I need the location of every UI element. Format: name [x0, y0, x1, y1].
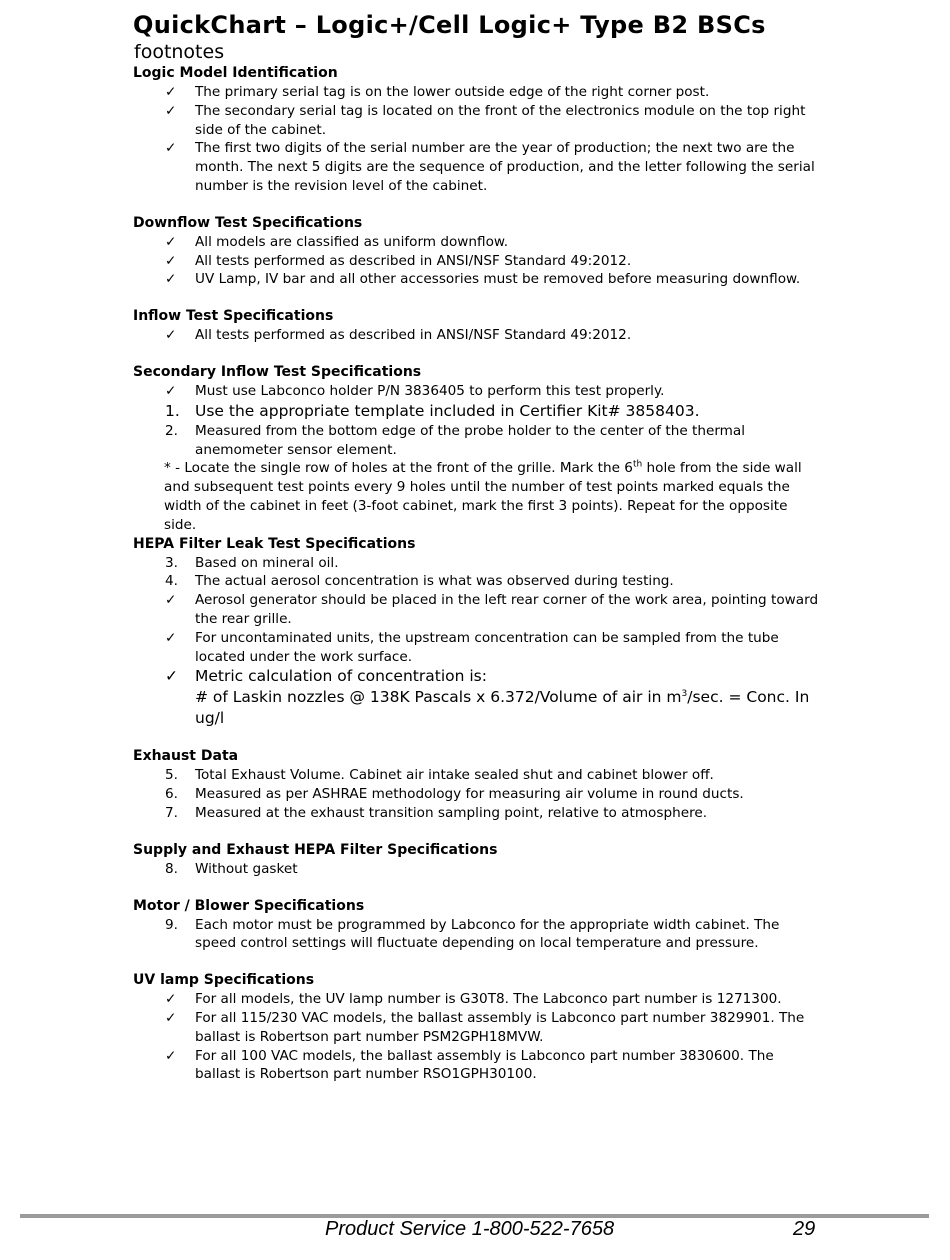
section-heading: Exhaust Data: [133, 748, 239, 765]
superscript: 3: [681, 689, 688, 700]
checkmark-icon: ✓: [165, 382, 177, 399]
list-item: [133, 401, 823, 422]
superscript: th: [632, 459, 643, 470]
list-item: [133, 990, 823, 1009]
section-heading: Logic Model Identification: [133, 65, 338, 81]
item-text: For uncontaminated units, the upstream concentration can be sampled from the tube located under the work surface.: [195, 629, 779, 665]
list-item: [133, 572, 823, 591]
section-uv-lamp: [133, 971, 823, 1084]
item-text: The actual aerosol concentration is what was observed during testing.: [195, 573, 674, 590]
item-number: 4.: [165, 573, 178, 590]
list-item: [133, 252, 823, 271]
section-heading: Inflow Test Specifications: [133, 308, 334, 325]
list-item: [133, 139, 823, 195]
section-supply-exhaust-hepa: [133, 841, 823, 879]
list-item: [133, 860, 823, 879]
section-motor-blower: [133, 897, 823, 954]
item-text: Total Exhaust Volume. Cabinet air intake sealed shut and cabinet blower off.: [195, 767, 714, 784]
item-text: All models are classified as uniform downflow.: [195, 233, 509, 250]
checkmark-icon: ✓: [165, 327, 177, 344]
item-text: Use the appropriate template included in Certifier Kit# 3858403.: [195, 401, 700, 420]
metric-formula: # of Laskin nozzles @ 138K Pascals x 6.372/Volume of air in $m^3/\sec$. = Conc. In ug/l: [195, 688, 810, 728]
item-number: 3.: [165, 554, 178, 571]
checkmark-icon: ✓: [165, 84, 177, 100]
item-text: UV Lamp, IV bar and all other accessories must be removed before measuring downflow.: [195, 271, 801, 288]
section-heading: HEPA Filter Leak Test Specifications: [133, 535, 416, 552]
item-text: All tests performed as described in ANSI/NSF Standard 49:2012.: [195, 327, 632, 344]
list-item: [133, 554, 823, 573]
item-text: All tests performed as described in ANSI/NSF Standard 49:2012.: [195, 252, 632, 269]
list-item: [133, 102, 823, 140]
section-heading: Supply and Exhaust HEPA Filter Specifications: [133, 841, 498, 858]
item-number: 2.: [165, 422, 178, 439]
section-exhaust: [133, 747, 823, 822]
item-text: Without gasket: [195, 860, 298, 877]
section-secondary-inflow: [133, 363, 823, 535]
section-logic-model: [133, 64, 823, 196]
checkmark-icon: ✓: [165, 667, 178, 686]
checkmark-icon: ✓: [165, 271, 177, 288]
metric-line-1: Metric calculation of concentration is:: [195, 667, 487, 686]
footer-service-phone: Product Service 1-800-522-7658: [325, 1218, 615, 1240]
checkmark-icon: ✓: [165, 140, 177, 157]
checkmark-icon: ✓: [165, 592, 177, 609]
list-item: [133, 83, 823, 102]
checkmark-icon: ✓: [165, 1047, 177, 1064]
item-number: 8.: [165, 860, 178, 877]
section-hepa-leak: [133, 535, 823, 730]
section-inflow: [133, 307, 823, 345]
item-text: For all 115/230 VAC models, the ballast assembly is Labconco part number 3829901. The ballast is Robertson part number PSM2GPH18MVW.: [195, 1009, 805, 1045]
list-item-metric: [133, 666, 823, 729]
checkmark-icon: ✓: [165, 991, 177, 1008]
list-item: [133, 804, 823, 823]
section-heading: Downflow Test Specifications: [133, 214, 363, 231]
item-number: 5.: [165, 767, 178, 784]
footnote-text: * - Locate the single row of holes at the front of the grille. Mark the 6th hole from the side wall and subsequent test points every 9 holes until the number of test points marked equals the width of the cabinet in feet (3-foot cabinet, mark the first 3 points). Repeat for the opposite side.: [164, 459, 802, 533]
item-text: The first two digits of the serial number are the year of production; the next two are the month. The next 5 digits are the sequence of production, and the letter following the serial number is the revision level of the cabinet.: [195, 140, 815, 194]
checkmark-icon: ✓: [165, 252, 177, 269]
item-number: 1.: [165, 401, 180, 420]
item-text: Measured at the exhaust transition sampling point, relative to atmosphere.: [195, 804, 708, 821]
checkmark-icon: ✓: [165, 629, 177, 646]
list-item: [133, 785, 823, 804]
item-text: The secondary serial tag is located on the front of the electronics module on the top right side of the cabinet.: [195, 102, 806, 138]
list-item: [133, 916, 823, 954]
list-item: [133, 422, 823, 460]
list-item: [133, 326, 823, 345]
list-item: [133, 766, 823, 785]
page-subtitle: footnotes: [134, 41, 225, 63]
checkmark-icon: ✓: [165, 102, 177, 119]
item-text: The primary serial tag is on the lower outside edge of the right corner post.: [195, 84, 710, 100]
item-text: Measured from the bottom edge of the probe holder to the center of the thermal anemometer sensor element.: [195, 422, 746, 458]
list-item: [133, 591, 823, 629]
checkmark-icon: ✓: [165, 1009, 177, 1026]
list-item: [133, 1009, 823, 1047]
item-text: For all 100 VAC models, the ballast assembly is Labconco part number 3830600. The ballast is Robertson part number RSO1GPH30100.: [195, 1047, 774, 1083]
item-number: 9.: [165, 916, 178, 933]
section-heading: Secondary Inflow Test Specifications: [133, 363, 422, 380]
page-number: 29: [793, 1218, 816, 1240]
list-item: [133, 270, 823, 289]
page-content: [133, 10, 823, 1084]
item-text: Each motor must be programmed by Labconco for the appropriate width cabinet. The speed control settings will fluctuate depending on local temperature and pressure.: [195, 916, 780, 952]
item-text: Based on mineral oil.: [195, 554, 339, 571]
item-number: 7.: [165, 804, 178, 821]
item-text: For all models, the UV lamp number is G30T8. The Labconco part number is 1271300.: [195, 991, 782, 1008]
item-text: Measured as per ASHRAE methodology for measuring air volume in round ducts.: [195, 786, 744, 803]
list-item: [133, 1047, 823, 1085]
page-title: QuickChart – Logic+/Cell Logic+ Type B2 BSCs: [133, 11, 766, 39]
section-downflow: [133, 214, 823, 289]
list-item: [133, 233, 823, 252]
item-text: Aerosol generator should be placed in the left rear corner of the work area, pointing toward the rear grille.: [195, 592, 819, 627]
item-text: Must use Labconco holder P/N 3836405 to perform this test properly.: [195, 382, 665, 399]
item-number: 6.: [165, 786, 178, 803]
section-heading: Motor / Blower Specifications: [133, 897, 365, 914]
section-heading: UV lamp Specifications: [133, 972, 315, 989]
checkmark-icon: ✓: [165, 233, 177, 250]
list-item: [133, 629, 823, 667]
list-item: [133, 382, 823, 401]
